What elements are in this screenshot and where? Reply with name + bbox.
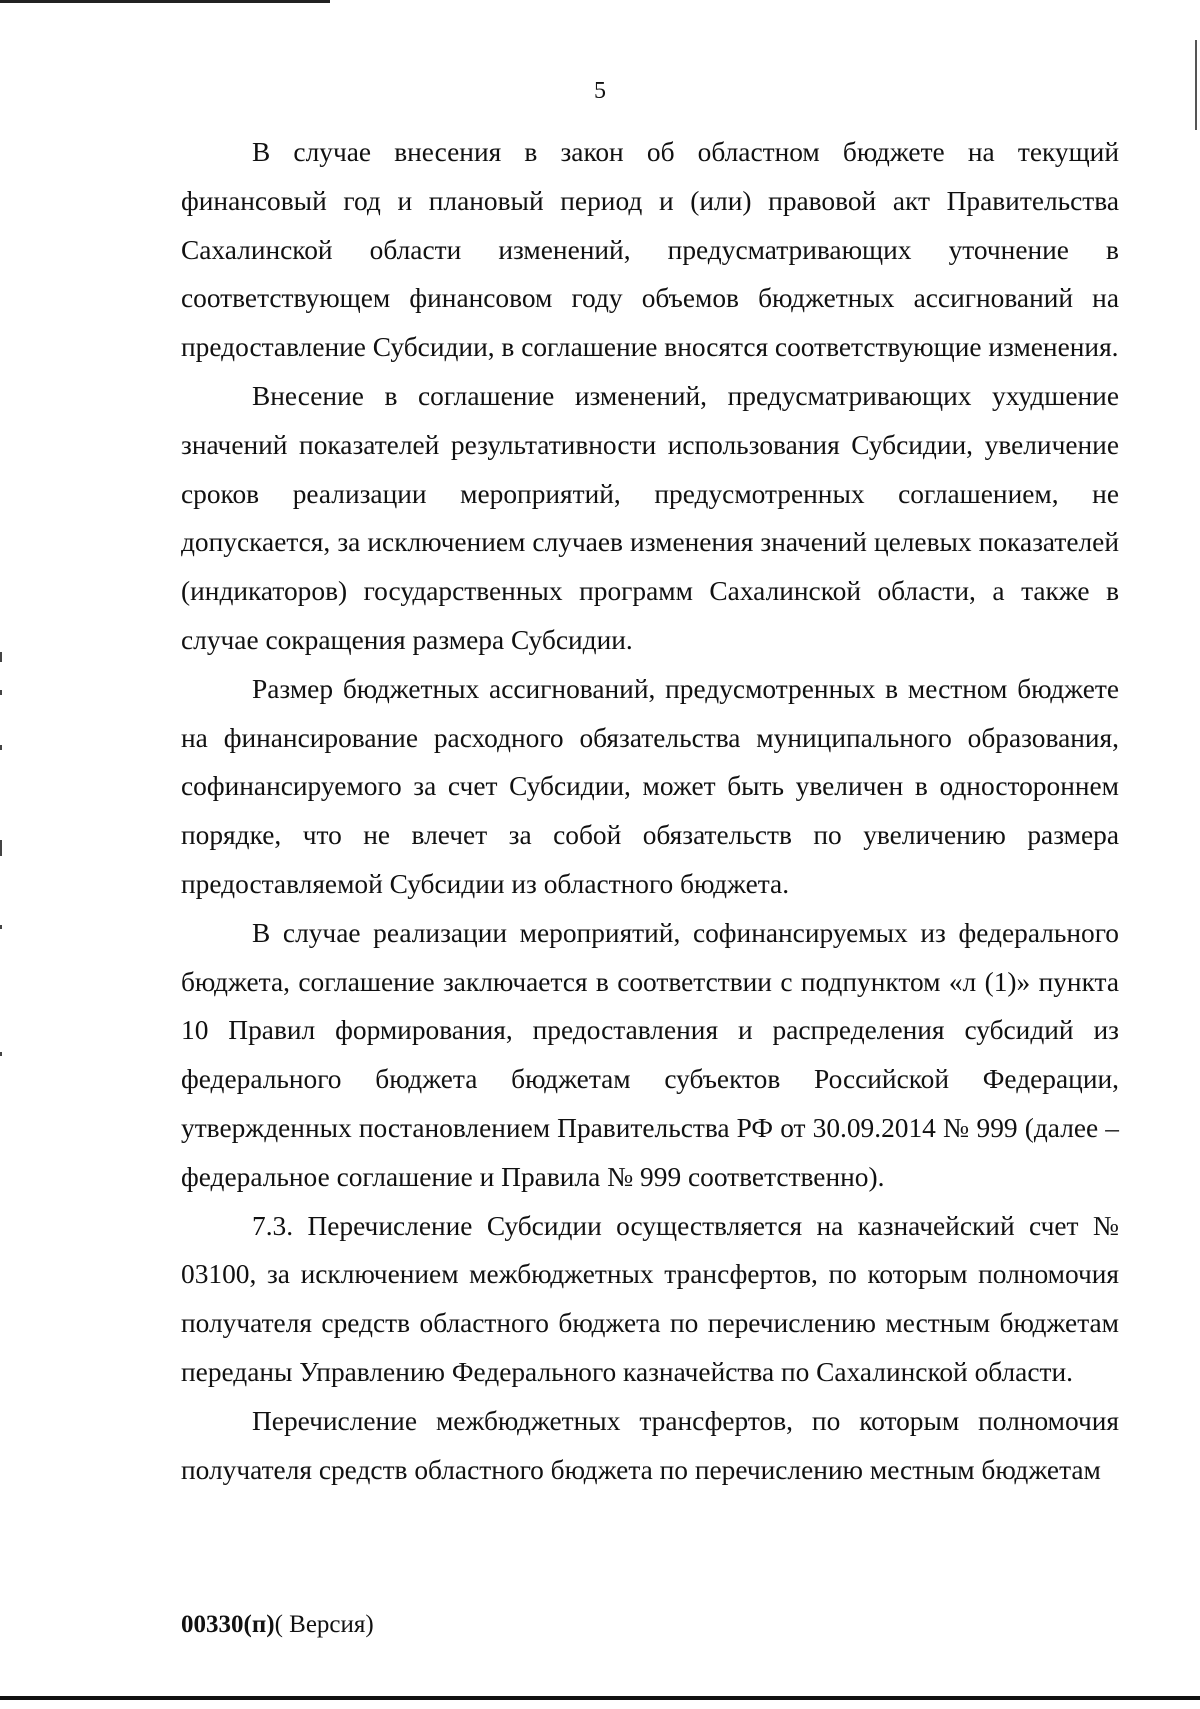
document-version: ( Версия) [274,1611,374,1638]
margin-mark [0,840,2,856]
margin-mark [0,652,2,662]
paragraph: В случае реализации мероприятий, софинансируемых из федерального бюджета, соглашение заключается в соответствии с подпунктом «л (1)» пункта 10 Правил формирования, предоставления и распределения субсидий из федерального бюджета бюджетам субъектов Российской Федерации, утвержденных постановлением Правительства РФ от 30.09.2014 № 999 (далее – федеральное соглашение и Правила № 999 соответственно). [181,917,1119,1192]
margin-mark [0,925,2,929]
paragraph: Внесение в соглашение изменений, предусматривающих ухудшение значений показателей результативности использования Субсидии, увеличение сроков реализации мероприятий, предусмотренных соглашением, не допускается, за исключением случаев изменения значений целевых показателей (индикаторов) государственных программ Сахалинской области, а также в случае сокращения размера Субсидии. [181,380,1119,655]
document-code: 00330(п) [181,1611,275,1638]
margin-mark [0,745,2,750]
paragraph: Перечисление межбюджетных трансфертов, по которым полномочия получателя средств областного бюджета по перечислению местным бюджетам [181,1405,1119,1485]
margin-mark [0,1052,2,1056]
document-body [181,128,1119,1494]
margin-mark [0,690,2,695]
page-number: 5 [594,78,606,104]
paragraph: 7.3. Перечисление Субсидии осуществляется на казначейский счет № 03100, за исключением межбюджетных трансфертов, по которым полномочия получателя средств областного бюджета по перечислению местным бюджетам переданы Управлению Федерального казначейства по Сахалинской области. [181,1210,1119,1387]
document-footer [181,1610,374,1640]
paragraph: В случае внесения в закон об областном бюджете на текущий финансовый год и плановый период и (или) правовой акт Правительства Сахалинской области изменений, предусматривающих уточнение в соответствующем финансовом году объемов бюджетных ассигнований на предоставление Субсидии, в соглашение вносятся соответствующие изменения. [181,137,1119,363]
scan-edge-top [0,0,330,3]
paragraph: Размер бюджетных ассигнований, предусмотренных в местном бюджете на финансирование расходного обязательства муниципального образования, софинансируемого за счет Субсидии, может быть увеличен в одностороннем порядке, что не влечет за собой обязательств по увеличению размера предоставляемой Субсидии из областного бюджета. [181,673,1119,899]
scan-edge-bottom [0,1696,1200,1700]
